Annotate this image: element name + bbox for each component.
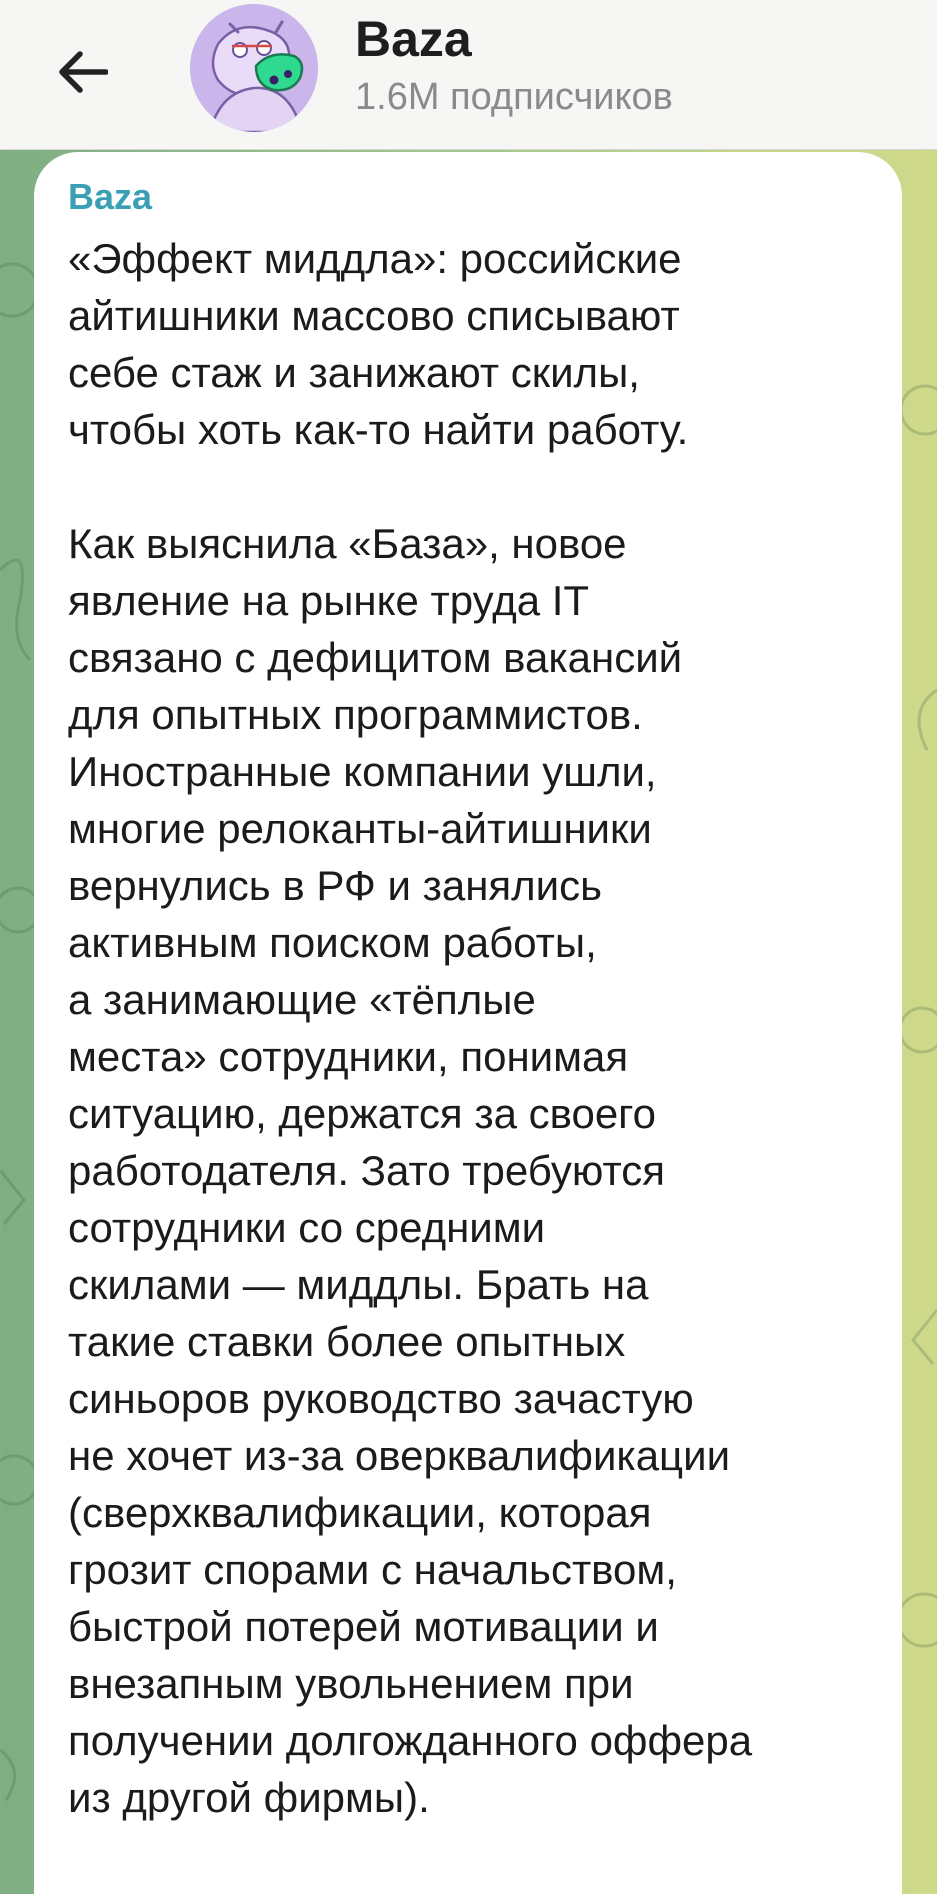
channel-avatar[interactable] [190, 4, 318, 132]
message-bubble[interactable] [34, 152, 902, 1894]
subscriber-count: 1.6M подписчиков [355, 76, 673, 118]
message-paragraph-2: Как выяснила «База», новое явление на рынке труда IT связано с дефицитом вакансий для опытных программистов. Иностранные компании ушли, многие релоканты-айтишники вернулись в РФ и занялись активным поиском работы, а занимающие «тёплые места» сотрудники, понимая ситуацию, держатся за своего работодателя. Зато требуются сотрудники со средними скилами — миддлы. Брать на такие ставки более опытных синьоров руководство зачастую не хочет из-за оверквалификации (сверхквалификации, которая грозит спорами с начальством, быстрой потерей мотивации и внезапным увольнением при получении долгожданного оффера из другой фирмы). [68, 520, 753, 1821]
chat-header [0, 0, 937, 150]
message-paragraph-1: «Эффект миддла»: российские айтишники массово списывают себе стаж и занижают скилы, чтобы хоть как-то найти работу. [68, 235, 689, 453]
back-button[interactable] [46, 36, 118, 108]
arrow-left-icon [56, 50, 108, 94]
channel-title[interactable]: Baza [355, 11, 472, 67]
paragraph-gap [68, 458, 868, 515]
message-sender[interactable]: Baza [68, 176, 153, 217]
channel-avatar-icon [190, 4, 318, 132]
